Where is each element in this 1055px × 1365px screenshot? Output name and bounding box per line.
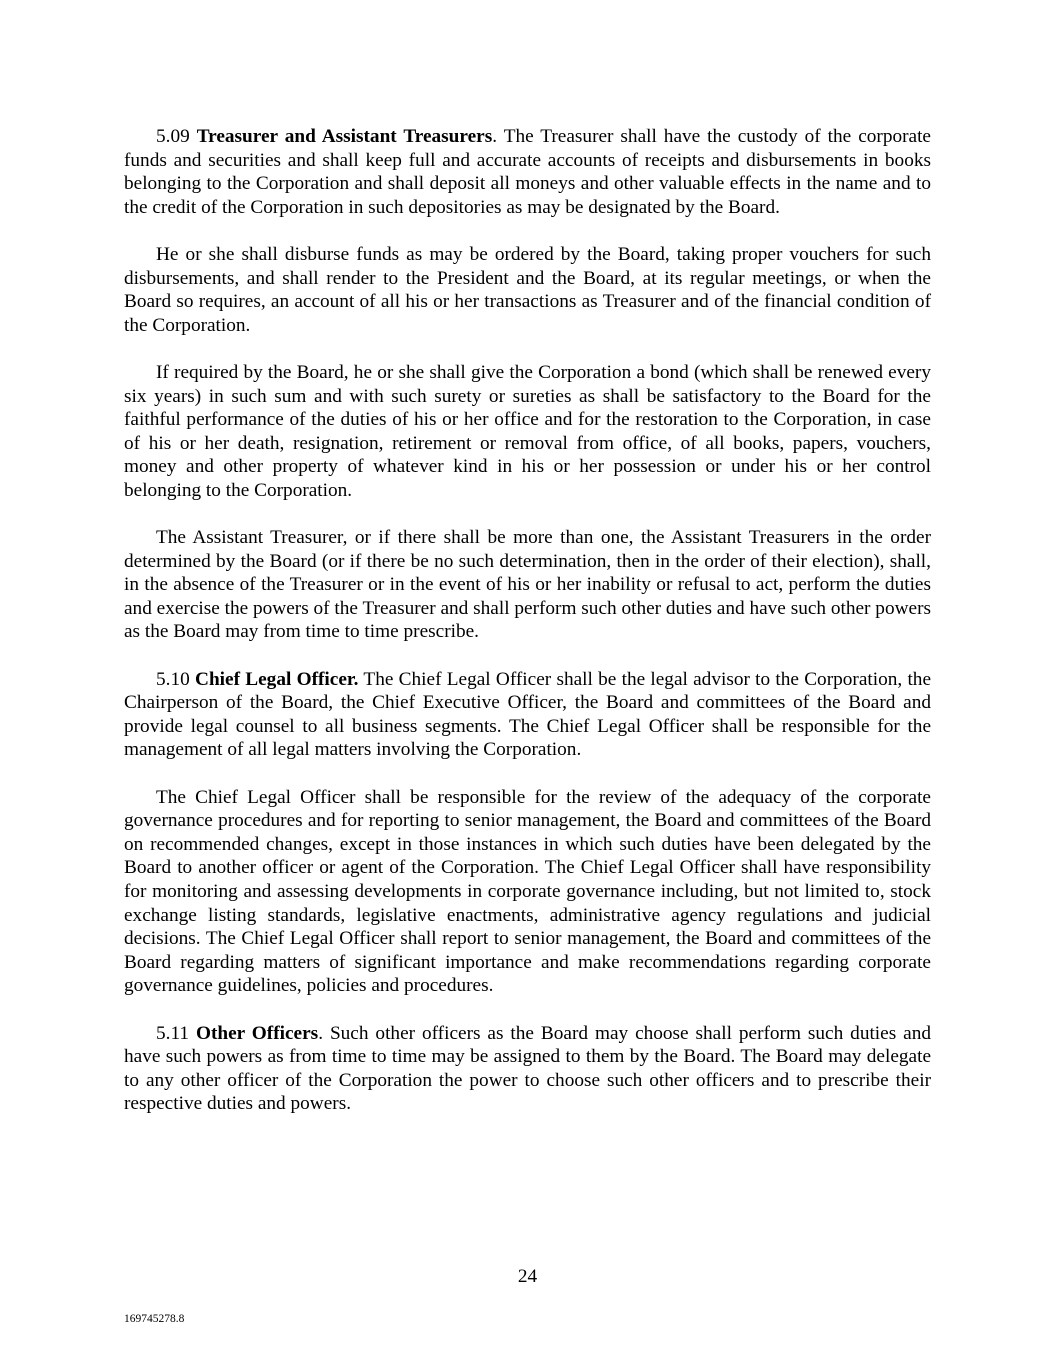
section-heading: Other Officers (195, 1022, 319, 1044)
chief-legal-officer-governance-paragraph (124, 786, 931, 998)
assistant-treasurer-paragraph (124, 526, 931, 644)
paragraph-text: If required by the Board, he or she shall give the Corporation a bond (which shall be renewed every six years) in such sum and with such surety or sureties as shall be satisfactory to the Board for the faithful performance of the duties of his or her office and for the restoration to the Corporation, in case of his or her death, resignation, retirement or removal from office, of all books, papers, vouchers, money and other property of whatever kind in his or her possession or under his or her control belonging to the Corporation. (124, 361, 931, 501)
section-number: 5.11 (156, 1022, 190, 1044)
treasurer-disbursement-paragraph (124, 243, 931, 337)
section-5-10-paragraph (124, 668, 931, 762)
document-id: 169745278.8 (124, 1313, 185, 1325)
section-number: 5.10 (156, 668, 190, 690)
paragraph-text: The Assistant Treasurer, or if there shall be more than one, the Assistant Treasurers in the order determined by the Board (or if there be no such determination, then in the order of their election), shall, in the absence of the Treasurer or in the event of his or her inability or refusal to act, perform the duties and exercise the powers of the Treasurer and shall perform such other duties and have such other powers as the Board may from time to time prescribe. (124, 527, 931, 643)
section-heading: Chief Legal Officer. (195, 668, 359, 690)
paragraph-text: The Treasurer shall have the custody of the corporate funds and securities and shall keep full and accurate accounts of receipts and disbursements in books belonging to the Corporation and shall deposit all moneys and other valuable effects in the name and to the credit of the Corporation in such depositories as may be designated by the Board. (124, 126, 931, 218)
paragraph-text: The Chief Legal Officer shall be the legal advisor to the Corporation, the Chairperson of the Board, the Chief Executive Officer, the Board and committees of the Board and provide legal counsel to all business segments. The Chief Legal Officer shall be responsible for the management of all legal matters involving the Corporation. (124, 668, 932, 761)
paragraph-text: Such other officers as the Board may choose shall perform such duties and have such powers as from time to time may be assigned to them by the Board. The Board may delegate to any other officer of the Corporation the power to choose such other officers and to prescribe their respective duties and powers. (124, 1022, 931, 1115)
page-number: 24 (517, 1266, 538, 1287)
paragraph-text: The Chief Legal Officer shall be responsible for the review of the adequacy of the corporate governance procedures and for reporting to senior management, the Board and committees of the Board on recommended changes, except in those instances in which such duties have been delegated by the Board to another officer or agent of the Corporation. The Chief Legal Officer shall have responsibility for monitoring and assessing developments in corporate governance including, but not limited to, stock exchange listing standards, legislative enactments, administrative agency regulations and judicial decisions. The Chief Legal Officer shall report to senior management, the Board and committees of the Board regarding matters of significant importance and make recommendations regarding corporate governance guidelines, policies and procedures. (124, 786, 931, 997)
section-heading: Treasurer and Assistant Treasurers (196, 126, 493, 147)
section-5-09-paragraph: 5.09 Treasurer and Assistant Treasurers. The Treasurer shall have the custody of the corporate funds and securities and shall keep full and accurate accounts of receipts and disbursements in books belonging to the Corporation and shall deposit all moneys and other valuable effects in the name and to the credit of the Corporation in such depositories as may be designated by the Board. (124, 126, 931, 218)
treasurer-bond-paragraph (124, 361, 931, 503)
document-body (124, 125, 931, 1140)
section-number: 5.09 (156, 126, 190, 147)
section-5-11-paragraph: 5.11 Other Officers. Such other officers as the Board may choose shall perform such duties and have such powers as from time to time may be assigned to them by the Board. The Board may delegate to any other officer of the Corporation the power to choose such other officers and to prescribe their respective duties and powers. (124, 1022, 931, 1115)
paragraph-text: He or she shall disburse funds as may be ordered by the Board, taking proper vouchers for such disbursements, and shall render to the President and the Board, at its regular meetings, or when the Board so requires, an account of all his or her transactions as Treasurer and of the financial condition of the Corporation. (124, 243, 931, 336)
